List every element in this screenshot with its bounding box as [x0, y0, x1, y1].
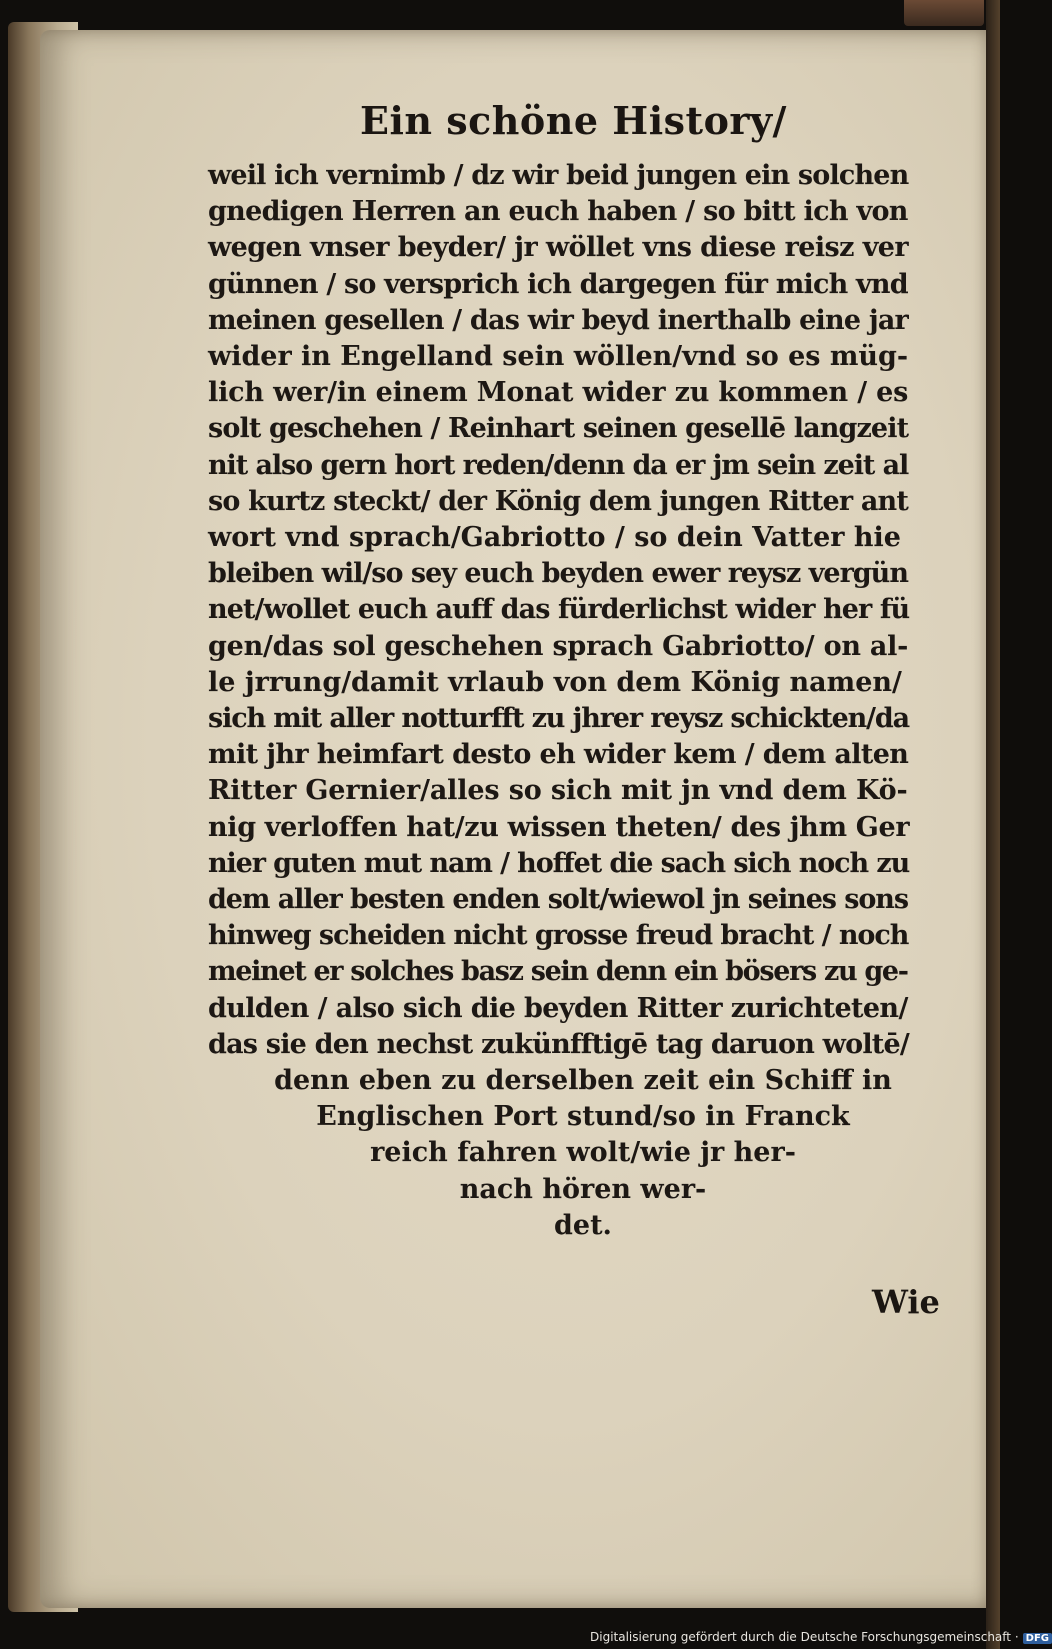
text-line: wort vnd sprach/Gabriotto / so dein Vatter hie [208, 522, 901, 554]
text-line: sich mit aller notturfft zu jhrer reysz schickten/da [208, 703, 909, 735]
digitization-credit [590, 1630, 1052, 1644]
book-top-edge [904, 0, 984, 26]
text-line: bleiben wil/so sey euch beyden ewer reysz vergün [208, 558, 908, 590]
text-line: net/wollet euch auff das fürderlichst wider her fü [208, 594, 910, 626]
dfg-logo-badge: DFG [1023, 1633, 1052, 1644]
text-line: wider in Engelland sein wöllen/vnd so es müg- [208, 341, 909, 373]
text-line: denn eben zu derselben zeit ein Schiff in [274, 1065, 892, 1097]
text-line: solt geschehen / Reinhart seinen gesellē langzeit [208, 413, 909, 445]
text-line: gnedigen Herren an euch haben / so bitt ich von [208, 196, 908, 228]
text-line: gen/das sol geschehen sprach Gabriotto/ on al- [208, 630, 909, 662]
text-line: so kurtz steckt/ der König dem jungen Ritter ant [208, 485, 909, 517]
text-line: wegen vnser beyder/ jr wöllet vns diese reisz ver [208, 232, 909, 264]
text-line: das sie den nechst zukünfftigē tag daruon woltē/ [208, 1028, 909, 1060]
text-line: günnen / so versprich ich dargegen für mich vnd [208, 268, 908, 300]
text-line: lich wer/in einem Monat wider zu kommen / es [208, 377, 909, 409]
credit-text: Digitalisierung gefördert durch die Deutsche Forschungsgemeinschaft · [590, 1630, 1019, 1644]
text-line: nit also gern hort reden/denn da er jm sein zeit al [208, 449, 909, 481]
book-right-edge [986, 0, 1000, 1649]
text-line: meinen gesellen / das wir beyd inerthalb eine jar [208, 304, 908, 336]
text-line: Englischen Port stund/so in Franck [316, 1101, 850, 1133]
text-line: weil ich vernimb / dz wir beid jungen ein solchen [208, 160, 909, 191]
body-text [208, 158, 958, 1244]
text-line: nier guten mut nam / hoffet die sach sich noch zu [208, 847, 910, 879]
text-line: dulden / also sich die beyden Ritter zurichteten/ [208, 992, 908, 1024]
text-line: Ritter Gernier/alles so sich mit jn vnd dem Kö- [208, 775, 908, 807]
text-line: dem aller besten enden solt/wiewol jn seines sons [208, 884, 908, 916]
catchword: Wie [872, 1283, 940, 1321]
text-line: reich fahren wolt/wie jr her- [370, 1137, 796, 1169]
text-line: meinet er solches basz sein denn ein bösers zu ge- [208, 956, 908, 988]
text-line: hinweg scheiden nicht grosse freud bracht / noch [208, 920, 909, 952]
running-head: Ein schöne History/ [360, 98, 787, 143]
text-line: nig verloffen hat/zu wissen theten/ des jhm Ger [208, 811, 910, 843]
text-line: nach hören wer- [459, 1173, 707, 1205]
text-line: mit jhr heimfart desto eh wider kem / dem alten [208, 739, 909, 771]
text-line: le jrrung/damit vrlaub von dem König namen/ [208, 666, 902, 698]
text-line: det. [554, 1209, 612, 1241]
